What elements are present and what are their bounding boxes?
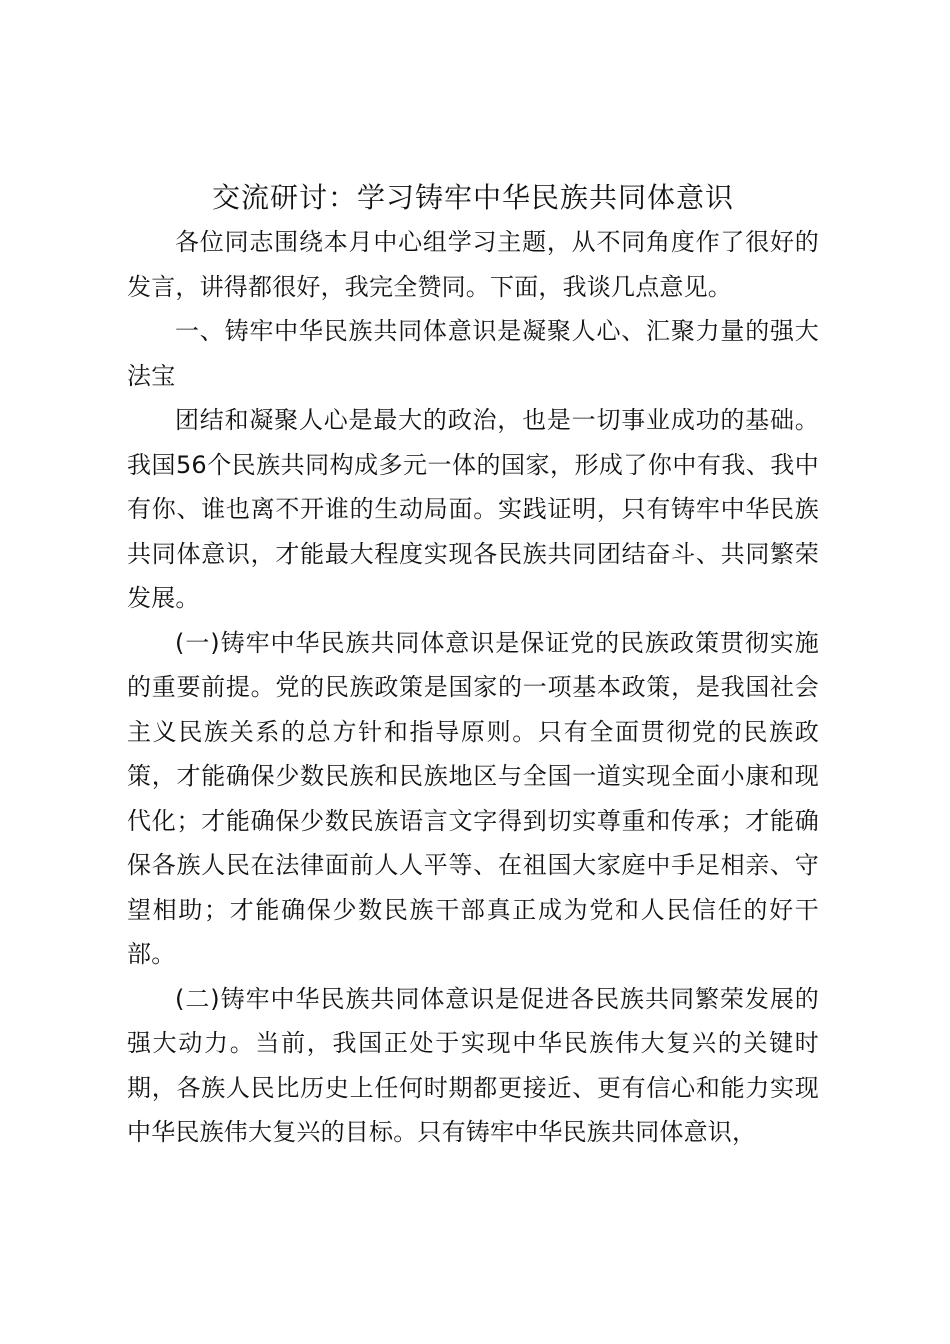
paragraph-section-1: 团结和凝聚人心是最大的政治，也是一切事业成功的基础。我国56个民族共同构成多元一体的国家，形成了你中有我、我中有你、谁也离不开谁的生动局面。实践证明，只有铸牢中华民族共同体意识，才能最大程度实现各民族共同团结奋斗、共同繁荣发展。 [127, 406, 819, 612]
paragraph-intro: 各位同志围绕本月中心组学习主题，从不同角度作了很好的发言，讲得都很好，我完全赞同。下面，我谈几点意见。 [127, 228, 819, 301]
paragraph-subpoint-2: (二)铸牢中华民族共同体意识是促进各民族共同繁荣发展的强大动力。当前，我国正处于实现中华民族伟大复兴的关键时期，各族人民比历史上任何时期都更接近、更有信心和能力实现中华民族伟大复兴的目标。只有铸牢中华民族共同体意识， [127, 984, 819, 1146]
paragraph-subpoint-1: (一)铸牢中华民族共同体意识是保证党的民族政策贯彻实施的重要前提。党的民族政策是国家的一项基本政策，是我国社会主义民族关系的总方针和指导原则。只有全面贯彻党的民族政策，才能确保少数民族和民族地区与全国一道实现全面小康和现代化；才能确保少数民族语言文字得到切实尊重和传承；才能确保各族人民在法律面前人人平等、在祖国大家庭中手足相亲、守望相助；才能确保少数民族干部真正成为党和人民信任的好干部。 [127, 628, 819, 968]
document-body [127, 176, 819, 1155]
section-heading-1: 一、铸牢中华民族共同体意识是凝聚人心、汇聚力量的强大法宝 [127, 317, 819, 390]
document-title: 交流研讨：学习铸牢中华民族共同体意识 [211, 181, 734, 214]
